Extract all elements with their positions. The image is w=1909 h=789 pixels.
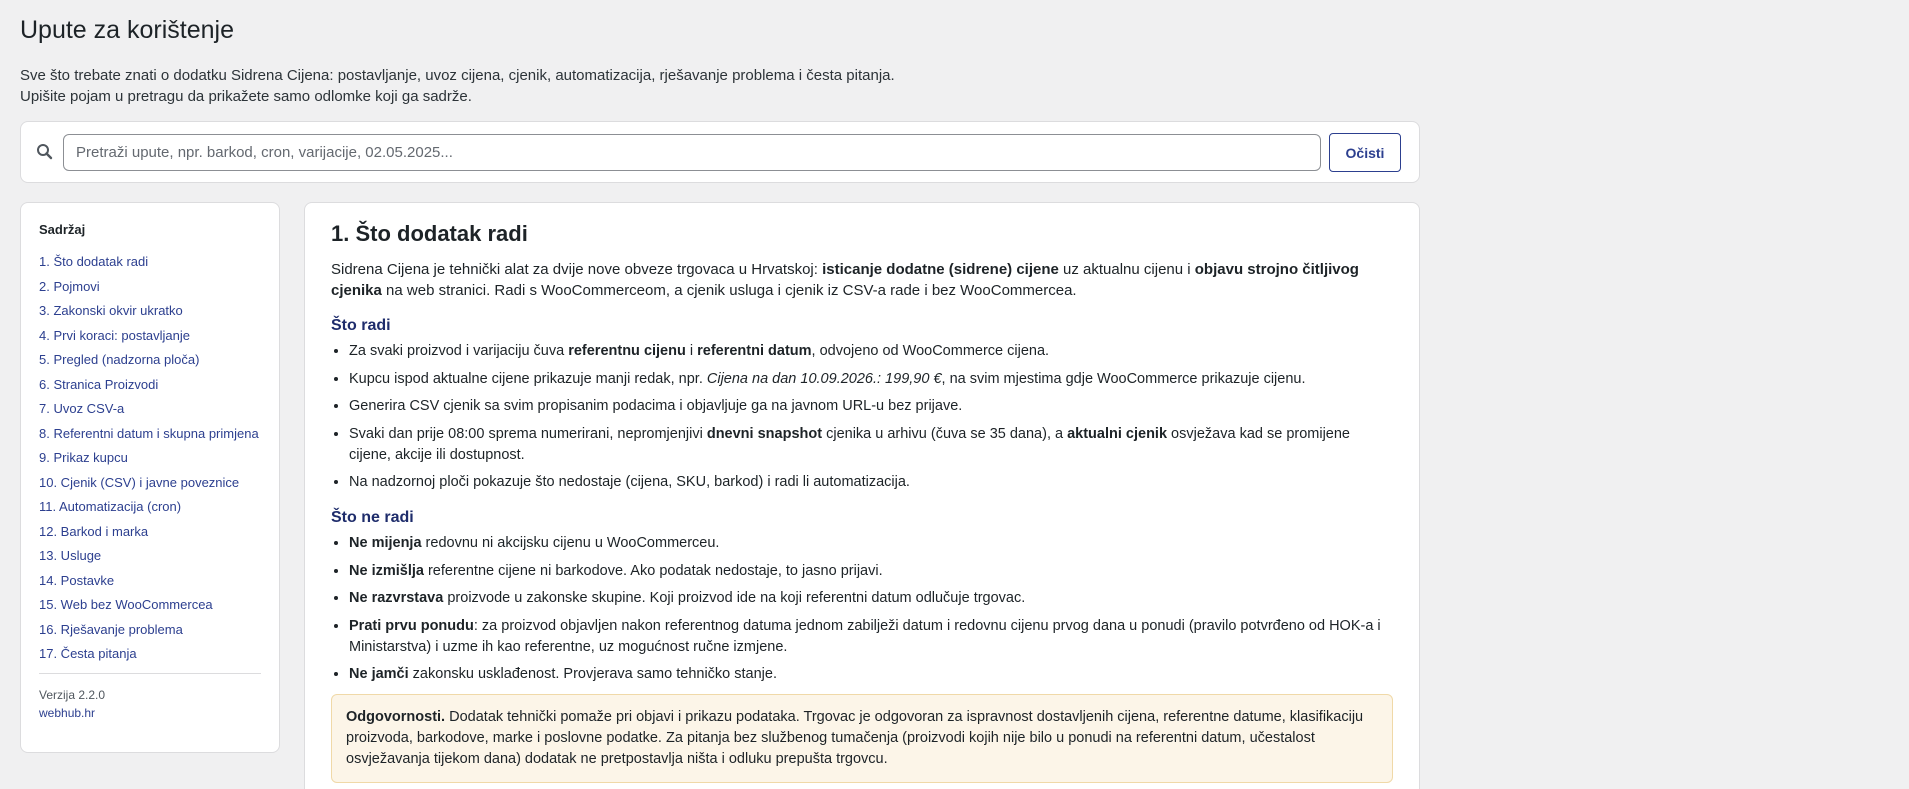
toc-title: Sadržaj <box>39 222 86 237</box>
toc-link[interactable]: 5. Pregled (nadzorna ploča) <box>39 352 200 367</box>
toc-link[interactable]: 12. Barkod i marka <box>39 523 149 539</box>
list-item: • Na nadzornoj ploči pokazuje što nedostaje (cijena, SKU, barkod) i radi li automatizacija. <box>349 472 1393 493</box>
doesnt-list <box>331 533 1393 685</box>
toc-link[interactable]: 11. Automatizacija (cron) <box>39 499 182 514</box>
does-heading: Što radi <box>331 317 391 334</box>
section-title: 1. Što dodatak radi <box>331 221 528 246</box>
responsibility-note: Odgovornosti. Dodatak tehnički pomaže pri objavi i prikazu podataka. Trgovac je odgovoran za ispravnost dostavljenih cijena, referentne datume, klasifikaciju proizvoda, barkodove, marke i poslovne podatke. Za pitanja bez službenog tumačenja (proizvodi kojih nije bilo u ponudi na referentni datum, učestalost osvježavanja tijekom dana) dodatak ne pretpostavlja ništa i odluku prepušta trgovcu. <box>331 694 1393 783</box>
toc-item <box>39 278 261 296</box>
toc-link[interactable]: 6. Stranica Proizvodi <box>39 376 159 392</box>
toc-link[interactable]: 9. Prikaz kupcu <box>39 450 128 465</box>
toc-item <box>39 596 261 614</box>
section-intro: Sidrena Cijena je tehnički alat za dvije nove obveze trgovaca u Hrvatskoj: isticanje dodatne (sidrene) cijene uz aktualnu cijenu i objavu strojno čitljivog cjenika na web stranici. Radi s WooCommerceom, a cjenik usluga i cjenik iz CSV-a rade i bez WooCommercea. <box>331 261 1359 299</box>
content-panel <box>304 202 1420 789</box>
toc-item <box>39 351 261 369</box>
toc-item <box>39 302 261 320</box>
toc-link[interactable]: 1. Što dodatak radi <box>39 254 149 269</box>
search-box <box>20 121 1420 183</box>
toc-link[interactable]: 16. Rješavanje problema <box>39 621 183 637</box>
toc-item <box>39 572 261 590</box>
doesnt-heading: Što ne radi <box>331 509 414 526</box>
toc-item <box>39 327 261 345</box>
list-item: • Generira CSV cjenik sa svim propisanim podacima i objavljuje ga na javnom URL-u bez prijave. <box>349 396 1393 417</box>
toc-link[interactable]: 15. Web bez WooCommercea <box>39 597 213 612</box>
toc-link[interactable]: 2. Pojmovi <box>39 278 100 294</box>
toc-item <box>39 400 261 418</box>
toc-item <box>39 645 261 663</box>
toc-item <box>39 449 261 467</box>
toc-item <box>39 621 261 639</box>
toc-link[interactable]: 13. Usluge <box>39 548 102 563</box>
toc-item <box>39 376 261 394</box>
list-item: • Ne izmišlja referentne cijene ni barkodove. Ako podatak nedostaje, to jasno prijavi. <box>349 561 1393 582</box>
toc-link[interactable]: 8. Referentni datum i skupna primjena <box>39 425 259 441</box>
toc-link[interactable]: 4. Prvi koraci: postavljanje <box>39 327 191 343</box>
site-link[interactable]: webhub.hr <box>39 706 96 720</box>
toc-link[interactable]: 17. Česta pitanja <box>39 646 137 661</box>
toc-item <box>39 425 261 443</box>
list-item: • Prati prvu ponudu: za proizvod objavljen nakon referentnog datuma jednom zabilježi datum i redovnu cijenu prvog dana u ponudi (pravilo potvrđeno od HOK-a i Ministarstva) i uzme ih kao referentne, uz mogućnost ručne izmjene. <box>349 616 1393 658</box>
toc-link[interactable]: 10. Cjenik (CSV) i javne poveznice <box>39 474 240 490</box>
toc-item <box>39 474 261 492</box>
list-item: • Svaki dan prije 08:00 sprema numerirani, nepromjenjivi dnevni snapshot cjenika u arhivu (čuva se 35 dana), a aktualni cjenik osvježava kad se promijene cijene, akcije ili dostupnost. <box>349 424 1393 466</box>
page-title: Upute za korištenje <box>20 16 235 44</box>
page-intro: Sve što trebate znati o dodatku Sidrena Cijena: postavljanje, uvoz cijena, cjenik, automatizacija, rješavanje problema i česta pitanja. Upišite pojam u pretragu da prikažete samo odlomke koji ga sadrže. <box>20 67 895 105</box>
list-item: • Ne mijenja redovnu ni akcijsku cijenu u WooCommerceu. <box>349 533 1393 554</box>
list-item: • Ne jamči zakonsku usklađenost. Provjerava samo tehničko stanje. <box>349 664 1393 685</box>
version-label: Verzija 2.2.0 <box>39 688 106 702</box>
toc-divider <box>39 673 261 674</box>
toc-link[interactable]: 14. Postavke <box>39 572 115 588</box>
search-icon <box>35 142 55 162</box>
toc-item <box>39 547 261 565</box>
toc-item <box>39 253 261 271</box>
search-input[interactable] <box>63 134 1321 171</box>
list-item: • Za svaki proizvod i varijaciju čuva referentnu cijenu i referentni datum, odvojeno od WooCommerce cijena. <box>349 341 1393 362</box>
toc-list <box>39 253 261 663</box>
list-item: • Kupcu ispod aktualne cijene prikazuje manji redak, npr. Cijena na dan 10.09.2026.: 199,90 €, na svim mjestima gdje WooCommerce prikazuje cijenu. <box>349 369 1393 390</box>
toc-item <box>39 498 261 516</box>
does-list <box>331 341 1393 493</box>
toc-link[interactable]: 3. Zakonski okvir ukratko <box>39 303 183 318</box>
table-of-contents <box>20 202 280 753</box>
toc-link[interactable]: 7. Uvoz CSV-a <box>39 401 125 416</box>
list-item: • Ne razvrstava proizvode u zakonske skupine. Koji proizvod ide na koji referentni datum odlučuje trgovac. <box>349 588 1393 609</box>
toc-item <box>39 523 261 541</box>
clear-button[interactable]: Očisti <box>1329 133 1401 172</box>
